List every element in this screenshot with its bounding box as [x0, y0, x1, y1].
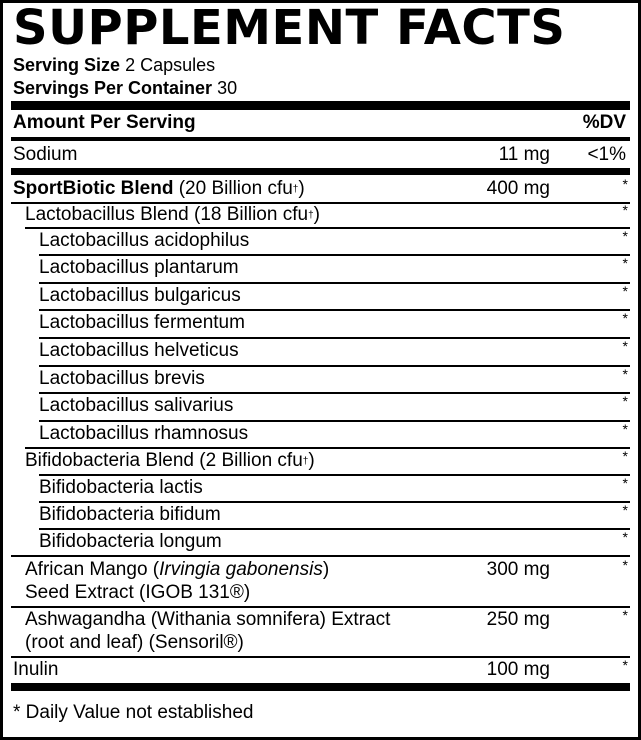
- lacto-strain-6-dv: *: [622, 366, 628, 382]
- lacto-strain-5-dv: *: [622, 338, 628, 354]
- ashwagandha-dv: *: [622, 607, 628, 623]
- bifido-strain-1: Bifidobacteria lactis: [39, 477, 203, 498]
- bifido-strain-3-dv: *: [622, 529, 628, 545]
- lacto-strain-4-dv: *: [622, 310, 628, 326]
- ashwagandha-line2: (root and leaf) (Sensoril®): [25, 632, 244, 653]
- footnote: * Daily Value not established: [13, 702, 254, 723]
- servings-per-container: [13, 77, 237, 99]
- row-divider: [39, 337, 630, 339]
- lactobacillus-blend-dv: *: [622, 202, 628, 218]
- close-paren: ): [313, 204, 320, 225]
- header-divider: [11, 137, 630, 141]
- ashwagandha-line1: Ashwagandha (Withania somnifera) Extract: [25, 609, 391, 630]
- lacto-strain-2: Lactobacillus plantarum: [39, 257, 239, 278]
- row-divider: [11, 555, 630, 557]
- lacto-strain-6: Lactobacillus brevis: [39, 368, 205, 389]
- panel-title: SUPPLEMENT FACTS: [13, 0, 566, 56]
- close-paren: ): [298, 178, 305, 199]
- row-divider: [39, 254, 630, 256]
- row-divider: [11, 656, 630, 658]
- bifidobacteria-blend-dv: *: [622, 448, 628, 464]
- thick-divider-top: [11, 101, 630, 110]
- african-mango-amount: 300 mg: [486, 559, 550, 580]
- lacto-strain-3-dv: *: [622, 283, 628, 299]
- lacto-strain-3: Lactobacillus bulgaricus: [39, 285, 241, 306]
- row-divider: [39, 420, 630, 422]
- sodium-name: Sodium: [13, 144, 78, 165]
- sportbiotic-blend-dv: *: [622, 176, 628, 192]
- row-divider: [39, 365, 630, 367]
- serving-size: [13, 54, 215, 76]
- thick-divider-bottom: [11, 683, 630, 691]
- lacto-strain-8-dv: *: [622, 421, 628, 437]
- row-divider: [39, 501, 630, 503]
- lacto-strain-7: Lactobacillus salivarius: [39, 395, 234, 416]
- serving-size-label: Serving Size: [13, 55, 121, 75]
- bifido-strain-3: Bifidobacteria longum: [39, 531, 222, 552]
- african-mango-pre: African Mango (: [25, 559, 160, 580]
- row-divider: [11, 606, 630, 608]
- row-divider: [39, 392, 630, 394]
- inulin-dv: *: [622, 657, 628, 673]
- lactobacillus-blend-name: Lactobacillus Blend (18 Billion cfu: [25, 204, 309, 225]
- row-divider: [25, 447, 630, 449]
- lacto-strain-7-dv: *: [622, 393, 628, 409]
- inulin-amount: 100 mg: [486, 659, 550, 680]
- sportbiotic-blend-detail: (20 Billion cfu: [178, 178, 293, 199]
- inulin-name: Inulin: [13, 659, 59, 680]
- lacto-strain-1: Lactobacillus acidophilus: [39, 230, 250, 251]
- sodium-dv: <1%: [587, 144, 626, 165]
- african-mango-post: ): [322, 559, 330, 580]
- bifido-strain-2: Bifidobacteria bifidum: [39, 504, 221, 525]
- serving-size-value: 2 Capsules: [125, 55, 216, 75]
- ashwagandha-amount: 250 mg: [486, 609, 550, 630]
- sodium-amount: 11 mg: [498, 144, 550, 165]
- amount-per-serving-header: Amount Per Serving: [13, 112, 196, 133]
- bifidobacteria-blend: [25, 450, 315, 472]
- servings-per-container-label: Servings Per Container: [13, 78, 213, 98]
- bifido-strain-1-dv: *: [622, 475, 628, 491]
- dagger-mark: †: [308, 210, 314, 221]
- african-mango-dv: *: [622, 557, 628, 573]
- dv-header: %DV: [582, 112, 626, 133]
- row-divider: [39, 282, 630, 284]
- lacto-strain-4: Lactobacillus fermentum: [39, 312, 245, 333]
- lacto-strain-5: Lactobacillus helveticus: [39, 340, 239, 361]
- row-divider: [39, 474, 630, 476]
- row-divider: [39, 528, 630, 530]
- lacto-strain-8: Lactobacillus rhamnosus: [39, 423, 249, 444]
- lacto-strain-2-dv: *: [622, 255, 628, 271]
- african-mango-line1: [25, 559, 329, 581]
- sportbiotic-blend: [13, 178, 305, 200]
- thick-divider-mid: [11, 168, 630, 175]
- african-mango-line2: Seed Extract (IGOB 131®): [25, 582, 251, 603]
- bifido-strain-2-dv: *: [622, 502, 628, 518]
- lactobacillus-blend: [25, 204, 320, 226]
- close-paren: ): [308, 450, 315, 471]
- bifidobacteria-blend-name: Bifidobacteria Blend (2 Billion cfu: [25, 450, 303, 471]
- lacto-strain-1-dv: *: [622, 228, 628, 244]
- african-mango-latin: Irvingia gabonensis: [159, 559, 323, 580]
- dagger-mark: †: [302, 456, 309, 467]
- dagger-mark: †: [292, 184, 299, 195]
- row-divider: [25, 227, 630, 229]
- servings-per-container-value: 30: [217, 78, 238, 98]
- row-divider: [39, 309, 630, 311]
- sportbiotic-blend-amount: 400 mg: [486, 178, 550, 199]
- sportbiotic-blend-name: SportBiotic Blend: [13, 178, 174, 199]
